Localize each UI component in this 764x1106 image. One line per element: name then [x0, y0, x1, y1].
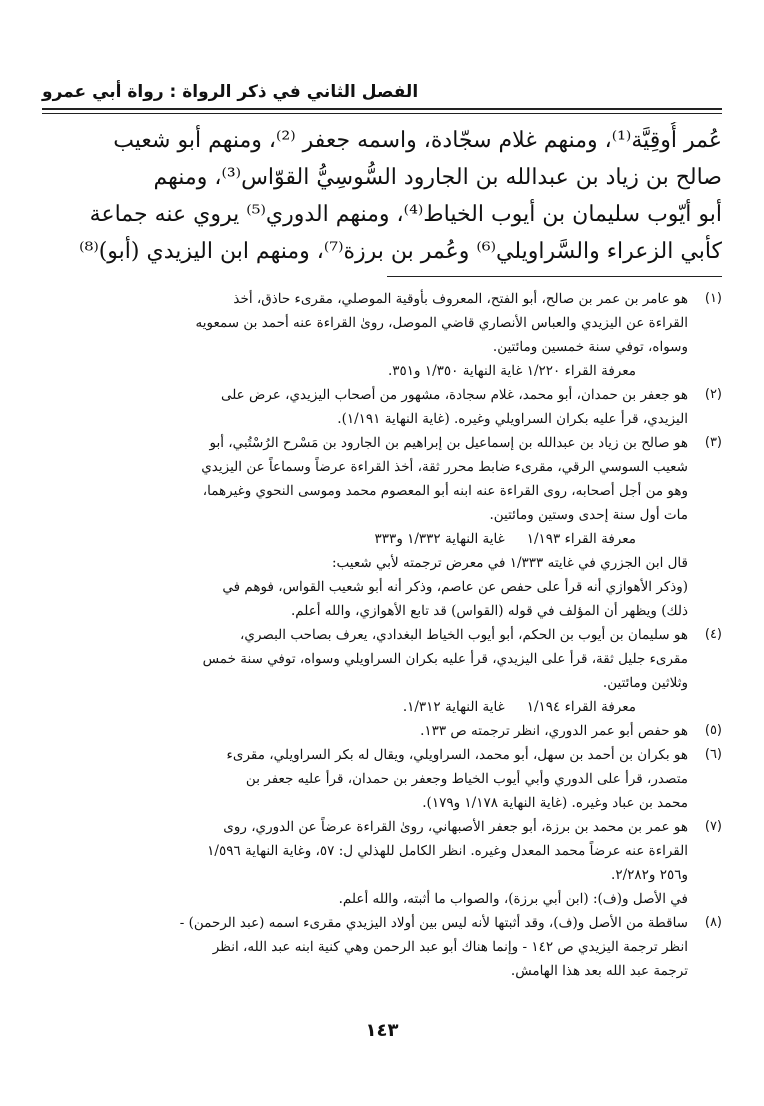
footnote	[42, 719, 722, 743]
footnote-number: (٤)	[704, 627, 722, 642]
header-rule-thin	[42, 113, 722, 114]
footnote-body	[42, 383, 688, 431]
running-header	[42, 68, 722, 108]
footnote-line: ترجمة عبد الله بعد هذا الهامش.	[510, 963, 688, 979]
reference-citation: غاية النهاية ١/٣١٢.	[402, 699, 505, 715]
footnote-body	[42, 815, 688, 887]
footnote-divider	[387, 276, 722, 277]
footnote	[42, 623, 722, 719]
footnote-body	[42, 743, 688, 815]
footnote	[42, 383, 722, 431]
footnote-body	[42, 719, 688, 743]
footnote-line: هو سليمان بن أيوب بن الحكم، أبو أيوب الخياط البغدادي، يعرف بصاحب البصري،	[240, 627, 688, 643]
footnotes	[42, 287, 722, 983]
footnote-line: هو عامر بن عمر بن صالح، أبو الفتح، المعروف بأوقية الموصلي، مقرىء حاذق، أخذ	[233, 291, 688, 307]
main-text	[42, 122, 722, 270]
footnote-line: القراءة عنه عرضاً محمد المعدل وغيره. انظر الكامل للهذلي ل: ٥٧، وغاية النهاية ١/٥٩٦	[207, 843, 688, 859]
footnote-note-line: (وذكر الأهوازي أنه قرأ على حفص عن عاصم، وذكر أنه أبو شعيب القواس، فوهم في	[222, 579, 688, 595]
footnote-line: مات أول سنة إحدى وستين ومائتين.	[489, 507, 688, 523]
footnote-note-line: قال ابن الجزري في غايته ١/٣٣٣ في معرض ترجمته لأبي شعيب:	[331, 555, 688, 571]
main-text-line: عُمر أُوقِيَّة⁽¹⁾، ومنهم غلام سجّادة، واسمه جعفر ⁽²⁾، ومنهم أبو شعيب	[113, 128, 722, 153]
footnote	[42, 911, 722, 983]
footnote-reference	[42, 527, 688, 551]
running-title: الفصل الثاني في ذكر الرواة : رواة أبي عمرو	[42, 82, 419, 102]
header-rule	[42, 108, 722, 110]
footnote-number: (٥)	[704, 723, 722, 738]
footnote-number: (٢)	[704, 387, 722, 402]
footnote-line: شعيب السوسي الرقي، مقرىء ضابط محرر ثقة، أخذ القراءة عرضاً وسماعاً عن اليزيدي	[201, 459, 688, 475]
book-page	[42, 68, 722, 1068]
footnote-line: متصدر، قرأ على الدوري وأبي أيوب الخياط وجعفر بن حمدان، قرأ عليه جعفر بن	[245, 771, 688, 787]
footnote-line: وسواه، توفي سنة خمسين ومائتين.	[492, 339, 688, 355]
footnote-body	[42, 911, 688, 983]
footnote-number: (٨)	[704, 915, 722, 930]
footnote-body	[42, 431, 688, 551]
footnote-body	[42, 287, 688, 383]
main-text-line: كأبي الزعراء والسَّراويلي⁽⁶⁾ وعُمر بن برزة⁽⁷⁾، ومنهم ابن اليزيدي (أبو)⁽⁸⁾	[79, 239, 722, 264]
footnote-note-line: ذلك) ويظهر أن المؤلف في قوله (القواس) قد تابع الأهوازي، والله أعلم.	[290, 603, 688, 619]
footnote-line: هو عمر بن محمد بن برزة، أبو جعفر الأصبهاني، روىٰ القراءة عرضاً عن الدوري، روى	[223, 819, 688, 835]
page-number: ١٤٣	[365, 1020, 399, 1041]
footnote-number: (١)	[704, 291, 722, 306]
main-text-line: صالح بن زياد بن عبدالله بن الجارود السُّوسِيُّ القوّاس⁽³⁾، ومنهم	[153, 165, 722, 190]
footnote-number: (٧)	[704, 819, 722, 834]
footnote-line: هو جعفر بن حمدان، أبو محمد، غلام سجادة، مشهور من أصحاب اليزيدي، عرض على	[220, 387, 688, 403]
footnote-line: هو صالح بن زياد بن عبدالله بن إسماعيل بن إبراهيم بن الجارود بن مَسْرح الرُسْتُبي، أبو	[209, 435, 688, 451]
reference-citation: معرفة القراء ١/١٩٤	[526, 699, 636, 715]
reference-citation: معرفة القراء ١/٢٢٠ غاية النهاية ١/٣٥٠ و٣٥١.	[387, 363, 636, 379]
footnote-line: هو حفص أبو عمر الدوري، انظر ترجمته ص ١٣٣.	[420, 723, 688, 739]
footnote	[42, 287, 722, 383]
footnote	[42, 815, 722, 887]
footnote-line: محمد بن عباد وغيره. (غاية النهاية ١/١٧٨ و١٧٩).	[422, 795, 688, 811]
footnote	[42, 743, 722, 815]
footnote-line: انظر ترجمة اليزيدي ص ١٤٢ - وإنما هناك أبو عبد الرحمن وهي كنية ابنه عبد الله، انظر	[212, 939, 688, 955]
footnote-reference	[42, 695, 688, 719]
reference-citation: غاية النهاية ١/٣٣٢ و٣٣٣	[374, 531, 505, 547]
footnote-line: ساقطة من الأصل و(ف)، وقد أثبتها لأنه ليس بين أولاد اليزيدي مقرىء اسمه (عبد الرحمن) -	[179, 915, 688, 931]
footnote	[42, 431, 722, 551]
footnote-number: (٦)	[704, 747, 722, 762]
main-text-line: أبو أيّوب سليمان بن أيوب الخياط⁽⁴⁾، ومنهم الدوري⁽⁵⁾ يروي عنه جماعة	[89, 202, 722, 227]
reference-citation: معرفة القراء ١/١٩٣	[526, 531, 636, 547]
footnote-line: اليزيدي، قرأ عليه بكران السراويلي وغيره. (غاية النهاية ١/١٩١).	[337, 411, 688, 427]
footnote-number: (٣)	[704, 435, 722, 450]
footnote-line: القراءة عن اليزيدي والعباس الأنصاري قاضي الموصل، روىٰ القراءة عنه أحمد بن سمعويه	[195, 315, 688, 331]
footnote-note	[42, 887, 722, 911]
footnote-reference	[42, 359, 688, 383]
footnote-body	[42, 623, 688, 719]
footnote-line: مقرىء جليل ثقة، قرأ على اليزيدي، قرأ عليه بكران السراويلي وسواه، توفي سنة خمس	[202, 651, 688, 667]
footnote-line: و٢٥٦ و٢/٢٨٢.	[611, 867, 688, 883]
footnote-note	[42, 551, 722, 623]
footnote-line: وثلاثين ومائتين.	[602, 675, 688, 691]
footnote-line: وهو من أجل أصحابه، روى القراءة عنه ابنه أبو المعصوم محمد وموسى النحوي وغيرهما،	[202, 483, 688, 499]
footnote-note-line: في الأصل و(ف): (ابن أبي برزة)، والصواب ما أثبته، والله أعلم.	[338, 891, 688, 907]
footnote-line: هو بكران بن أحمد بن سهل، أبو محمد، السراويلي، ويقال له بكر السراويلي، مقرىء	[226, 747, 688, 763]
